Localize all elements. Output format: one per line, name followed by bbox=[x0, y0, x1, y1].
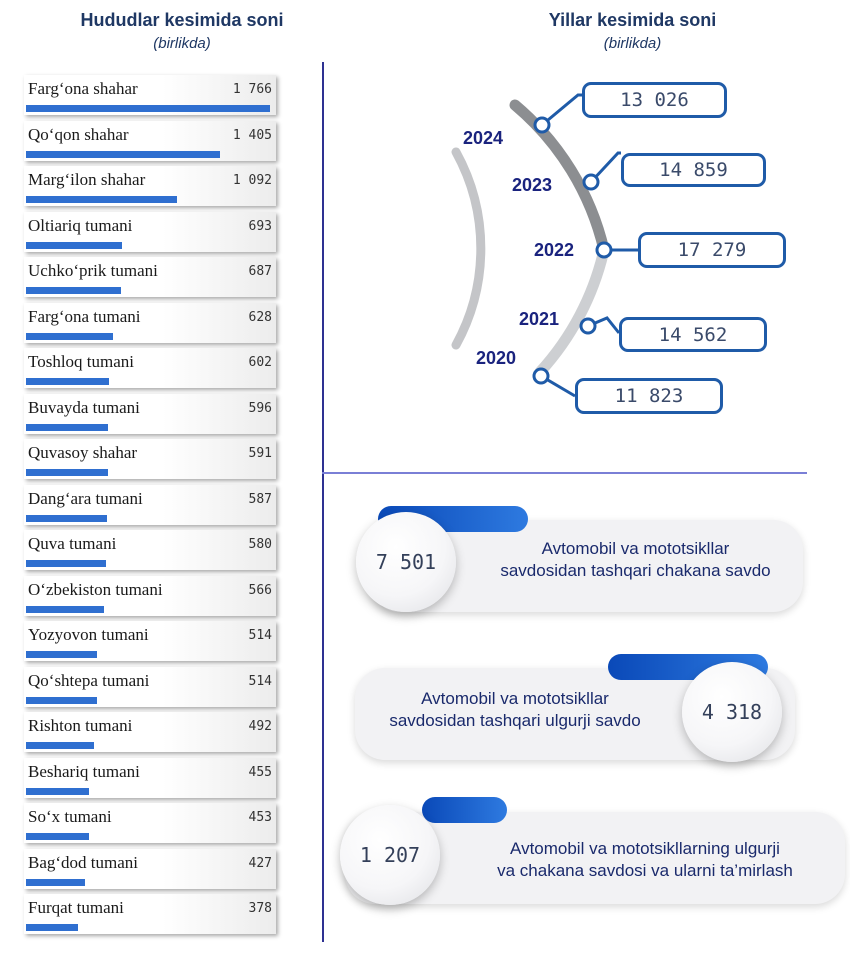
year-value: 11 823 bbox=[575, 378, 723, 414]
region-value: 1 092 bbox=[232, 173, 272, 188]
timeline-back-arc bbox=[456, 152, 481, 345]
region-name: Quva tumani bbox=[28, 534, 117, 553]
horizontal-divider bbox=[322, 472, 807, 474]
region-value: 602 bbox=[248, 355, 272, 370]
year-value: 14 859 bbox=[621, 153, 766, 187]
year-label: 2022 bbox=[534, 240, 575, 260]
region-bar bbox=[26, 606, 104, 613]
region-name: Dang‘ara tumani bbox=[28, 488, 143, 508]
region-name: Farg‘ona tumani bbox=[28, 306, 141, 326]
year-label: 2024 bbox=[463, 128, 504, 148]
region-name: Rishton tumani bbox=[28, 716, 133, 735]
region-bar bbox=[26, 788, 89, 795]
region-value: 1 405 bbox=[232, 127, 272, 143]
year-label: 2023 bbox=[512, 175, 553, 195]
region-name: Yozyovon tumani bbox=[28, 625, 149, 644]
right-subtitle: (birlikda) bbox=[603, 35, 662, 52]
region-value: 687 bbox=[248, 264, 272, 279]
year-value: 13 026 bbox=[582, 82, 727, 118]
region-value: 580 bbox=[248, 537, 272, 552]
region-bar bbox=[26, 924, 78, 931]
region-row bbox=[24, 530, 276, 570]
region-bar bbox=[26, 742, 94, 749]
category-value: 7 501 bbox=[356, 512, 456, 612]
year-dot bbox=[535, 118, 549, 132]
year-value: 14 562 bbox=[619, 317, 767, 352]
region-name: Bag‘dod tumani bbox=[28, 852, 139, 872]
region-name: Beshariq tumani bbox=[28, 761, 140, 781]
category-label-line: Avtomobil va mototsikllar bbox=[541, 539, 730, 558]
category-value: 1 207 bbox=[340, 805, 440, 905]
region-bar bbox=[26, 651, 97, 658]
region-name: Furqat tumani bbox=[28, 898, 124, 917]
region-name: So‘x tumani bbox=[28, 807, 112, 826]
region-name: Oltiariq tumani bbox=[28, 215, 133, 235]
region-row bbox=[24, 712, 276, 752]
category-label-line: Avtomobil va mototsikllarning ulgurji bbox=[510, 839, 780, 858]
region-value: 514 bbox=[248, 628, 272, 643]
region-row bbox=[24, 849, 276, 889]
region-name: Marg‘ilon shahar bbox=[28, 170, 146, 189]
region-value: 378 bbox=[248, 901, 272, 916]
year-dot bbox=[581, 319, 595, 333]
region-bar bbox=[26, 469, 108, 476]
region-value: 628 bbox=[248, 309, 272, 325]
category-label bbox=[360, 688, 670, 732]
left-subtitle: (birlikda) bbox=[153, 35, 211, 52]
right-title: Yillar kesimida soni bbox=[548, 10, 717, 30]
region-name: Qo‘shtepa tumani bbox=[28, 670, 150, 690]
region-row bbox=[24, 758, 276, 798]
region-value: 566 bbox=[248, 582, 272, 598]
year-dot bbox=[534, 369, 548, 383]
year-dot bbox=[584, 175, 598, 189]
category-label bbox=[465, 838, 825, 882]
region-value: 453 bbox=[248, 810, 272, 825]
category-label-line: Avtomobil va mototsikllar bbox=[421, 689, 609, 708]
region-value: 591 bbox=[248, 446, 272, 461]
region-name: Qo‘qon shahar bbox=[28, 124, 129, 144]
category-label-line: savdosidan tashqari chakana savdo bbox=[500, 561, 771, 580]
region-row bbox=[24, 803, 276, 843]
category-label bbox=[478, 538, 793, 582]
region-value: 587 bbox=[248, 491, 272, 507]
region-bar bbox=[26, 879, 85, 886]
region-row bbox=[24, 576, 276, 616]
region-value: 596 bbox=[248, 400, 272, 416]
category-label-line: savdosidan tashqari ulgurji savdo bbox=[389, 711, 641, 730]
region-row bbox=[24, 621, 276, 661]
year-label: 2021 bbox=[519, 309, 560, 329]
region-name: Farg‘ona shahar bbox=[28, 79, 138, 98]
region-value: 427 bbox=[248, 855, 272, 871]
region-name: Toshloq tumani bbox=[28, 352, 135, 371]
category-value: 4 318 bbox=[682, 662, 782, 762]
region-row bbox=[24, 485, 276, 525]
category-accent-tab bbox=[422, 797, 507, 823]
region-value: 455 bbox=[248, 764, 272, 780]
region-value: 1 766 bbox=[232, 82, 272, 97]
region-bar bbox=[26, 515, 107, 522]
year-label: 2020 bbox=[476, 348, 517, 368]
region-name: Uchko‘prik tumani bbox=[28, 261, 158, 280]
region-row bbox=[24, 894, 276, 934]
region-value: 693 bbox=[248, 218, 272, 234]
year-value: 17 279 bbox=[638, 232, 786, 268]
region-bar bbox=[26, 560, 106, 567]
region-row bbox=[24, 667, 276, 707]
category-label-line: va chakana savdosi va ularni ta’mirlash bbox=[497, 861, 793, 880]
region-value: 492 bbox=[248, 719, 272, 734]
region-bar bbox=[26, 697, 97, 704]
region-bar bbox=[26, 833, 89, 840]
region-name: Buvayda tumani bbox=[28, 397, 140, 417]
region-name: Quvasoy shahar bbox=[28, 443, 138, 462]
region-name: O‘zbekiston tumani bbox=[28, 579, 163, 599]
left-title: Hududlar kesimida soni bbox=[80, 10, 284, 30]
region-value: 514 bbox=[248, 673, 272, 689]
year-dot bbox=[597, 243, 611, 257]
